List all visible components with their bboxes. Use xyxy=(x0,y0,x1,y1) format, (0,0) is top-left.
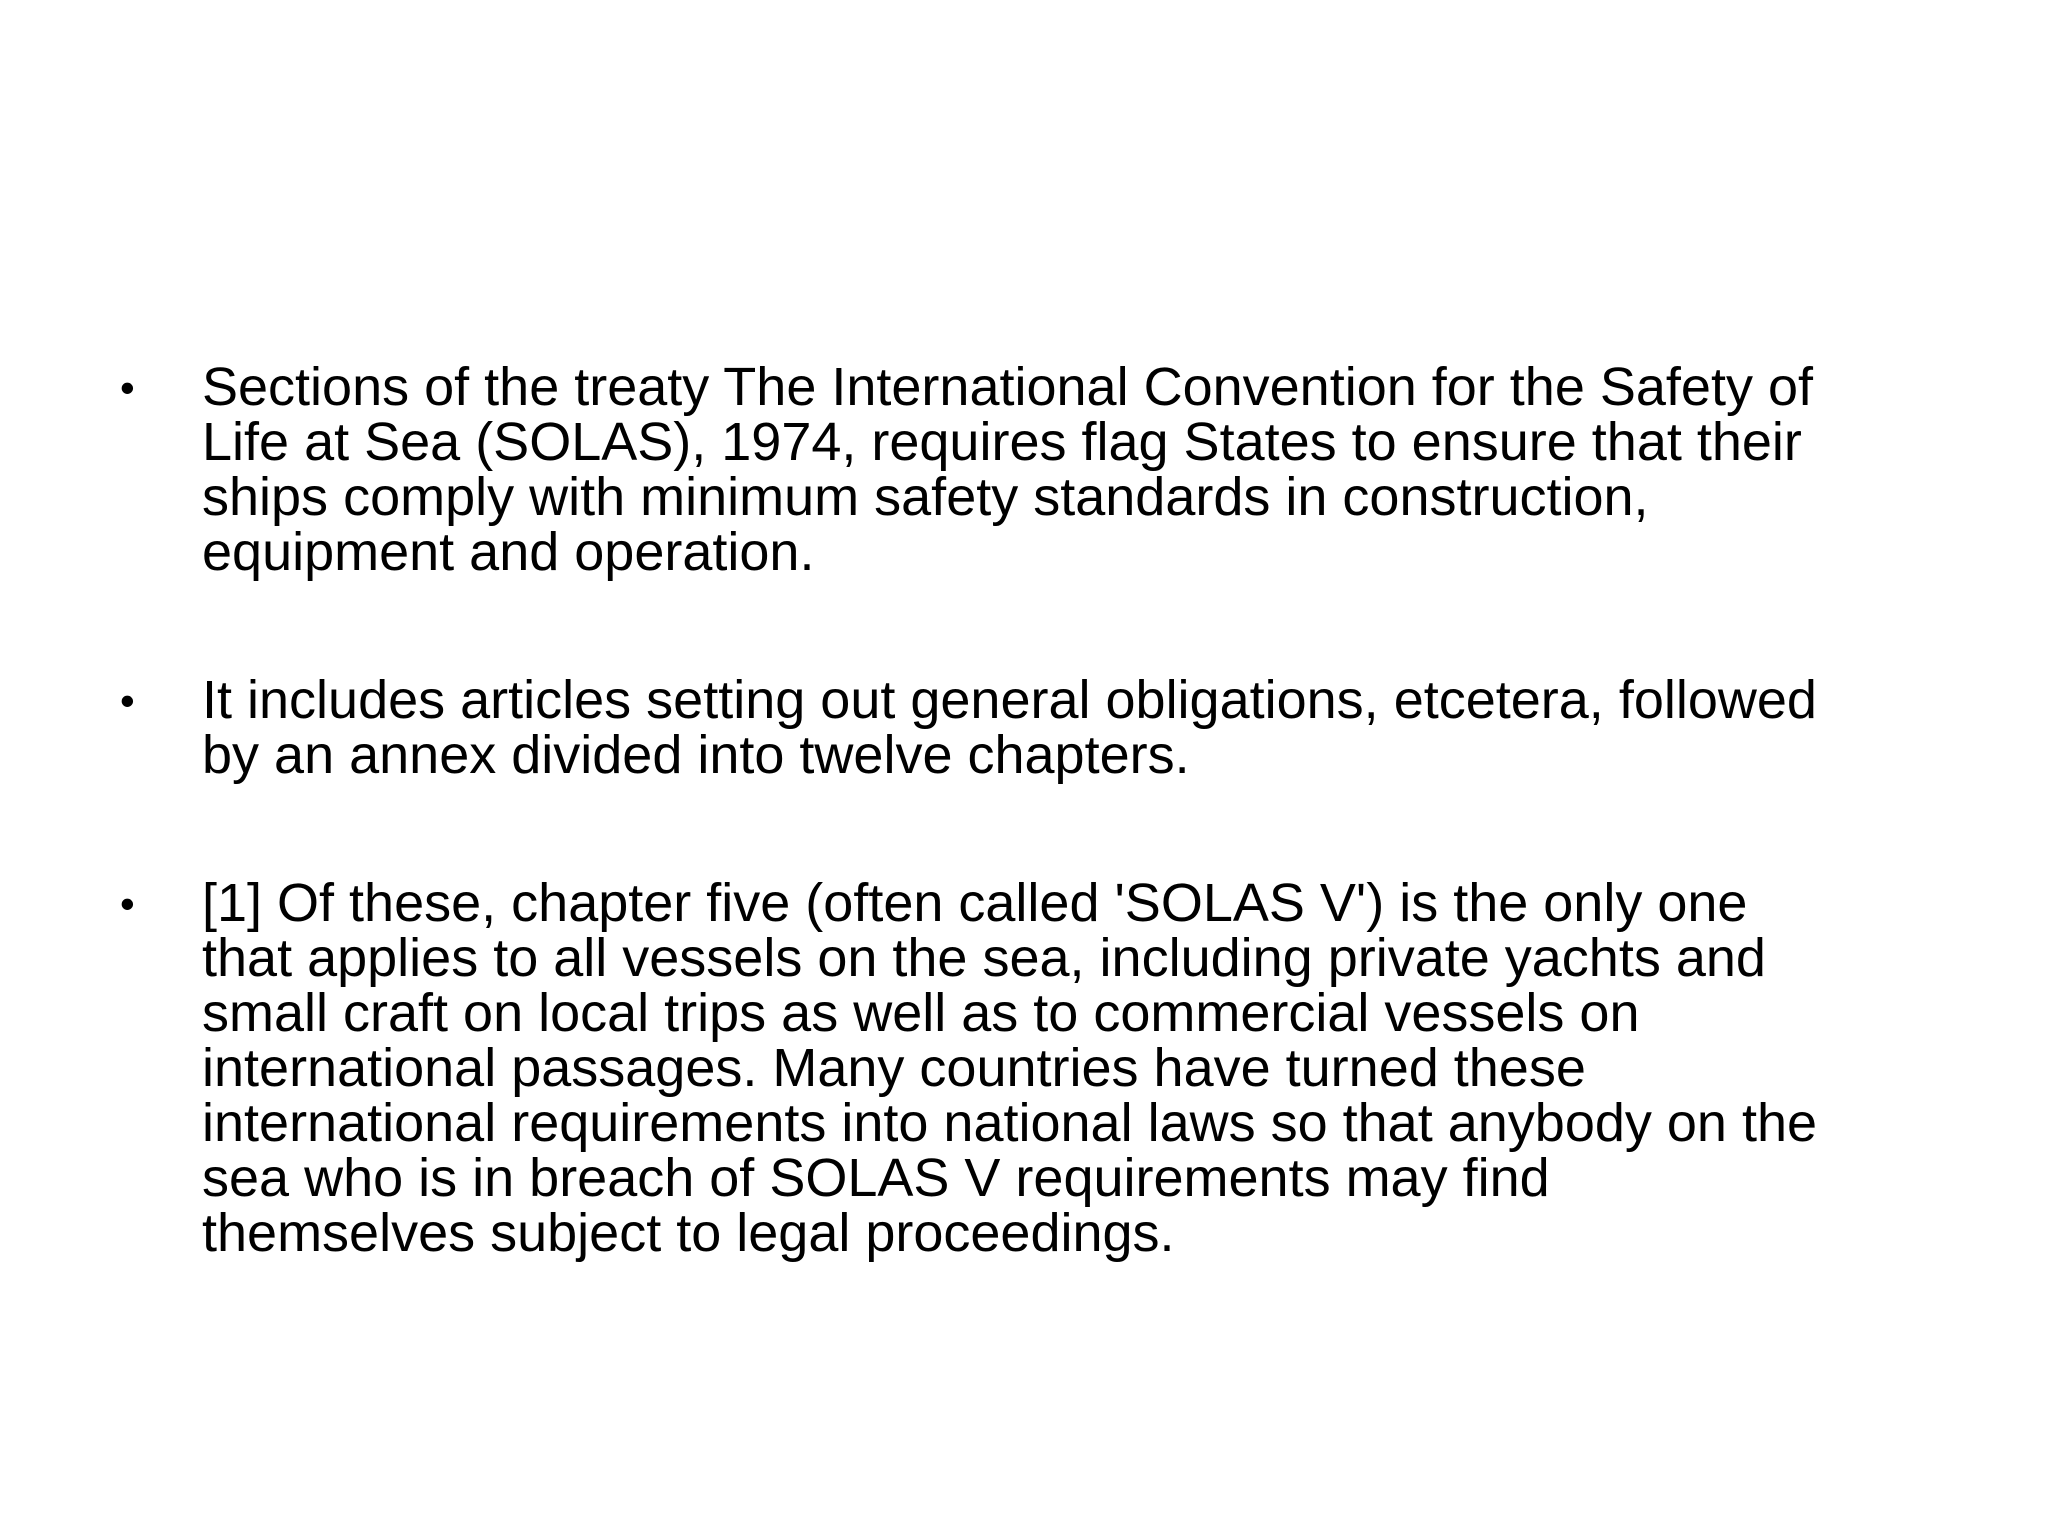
bullet-text: [1] Of these, chapter five (often called 'SOLAS V') is the only one that applies to all vessels on the sea, including private yachts and small craft on local trips as well as to commercial vessels on international passages. Many countries have turned these international requirements into national laws so that anybody on the sea who is in breach of SOLAS V requirements may find themselves subject to legal proceedings. xyxy=(202,873,1818,1263)
bullet-text: Sections of the treaty The International Convention for the Safety of Life at Sea (SOLAS), 1974, requires flag States to ensure that their ships comply with minimum safety standards in construction, equipment and operation. xyxy=(202,357,1813,582)
bullet-item xyxy=(120,873,1940,1263)
bullet-list xyxy=(120,357,1940,1263)
bullet-icon: • xyxy=(120,364,135,411)
bullet-item xyxy=(120,357,1940,582)
bullet-text: It includes articles setting out general obligations, etcetera, followed by an annex divided into twelve chapters. xyxy=(202,670,1817,785)
bullet-icon: • xyxy=(120,880,135,927)
bullet-item xyxy=(120,670,1940,785)
bullet-icon: • xyxy=(120,677,135,724)
